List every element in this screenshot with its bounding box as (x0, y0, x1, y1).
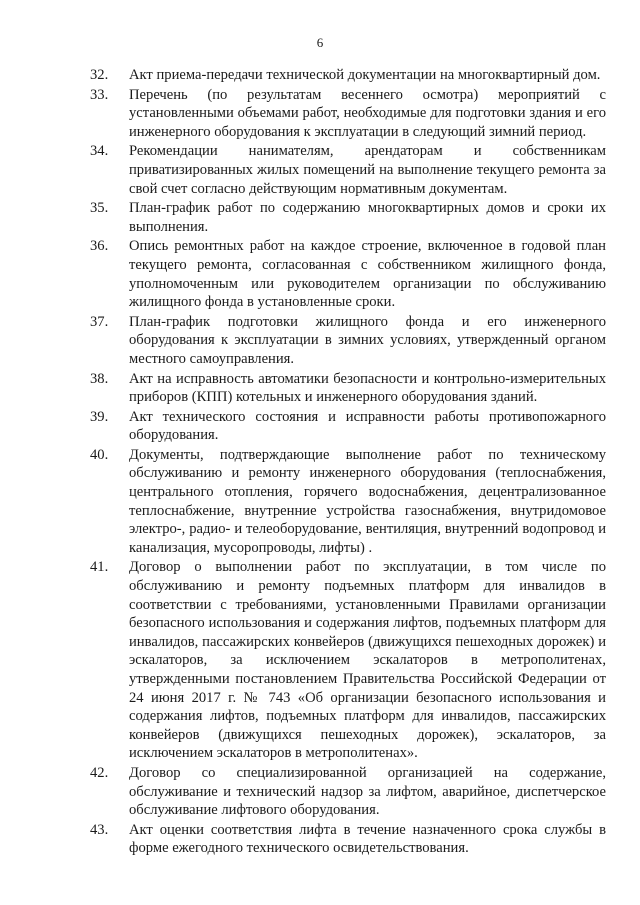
item-text: Акт на исправность автоматики безопасности и контрольно-измерительных приборов (КПП) котельных и инженерного оборудования зданий. (129, 370, 606, 406)
item-number: 38. (90, 370, 109, 387)
list-item (80, 764, 606, 820)
item-number: 35. (90, 200, 109, 217)
item-number: 34. (90, 143, 109, 160)
item-number: 37. (90, 313, 109, 330)
document-list (80, 66, 606, 859)
list-item (80, 142, 606, 198)
list-item (80, 821, 606, 858)
item-text: Договор со специализированной организацией на содержание, обслуживание и технический надзор за лифтом, аварийное, диспетчерское обслуживание лифтового оборудования. (129, 764, 606, 819)
item-text: Документы, подтверждающие выполнение работ по техническому обслуживанию и ремонту инженерного оборудования (теплоснабжения, центрального отопления, горячего водоснабжения, децентрализованное теплоснабжение, внутренние устройства газоснабжения, внутридомовое электро-, радио- и телеоборудование, вентиляция, внутренний водопровод и канализация, мусоропроводы, лифты) . (129, 446, 606, 556)
list-item (80, 199, 606, 236)
list-item (80, 370, 606, 407)
item-number: 42. (90, 764, 109, 781)
item-text: План-график подготовки жилищного фонда и его инженерного оборудования к эксплуатации в зимних условиях, утвержденный органом местного самоуправления. (129, 313, 606, 367)
item-text: Перечень (по результатам весеннего осмотра) мероприятий с установленными объемами работ, необходимые для подготовки здания и его инженерного оборудования к эксплуатации в следующий зимний период. (129, 86, 606, 140)
item-text: Рекомендации нанимателям, арендаторам и собственникам приватизированных жилых помещений на выполнение текущего ремонта за свой счет согласно действующим нормативным документам. (129, 143, 606, 197)
list-item (80, 237, 606, 311)
item-text: План-график работ по содержанию многоквартирных домов и сроки их выполнения. (129, 200, 606, 235)
list-item (80, 446, 606, 558)
item-number: 36. (90, 238, 109, 255)
item-text: Акт технического состояния и исправности работы противопожарного оборудования. (129, 408, 606, 444)
item-text: Акт оценки соответствия лифта в течение назначенного срока службы в форме ежегодного технического освидетельствования. (129, 821, 606, 857)
list-item (80, 313, 606, 369)
item-number: 39. (90, 408, 109, 425)
list-item (80, 558, 606, 763)
item-text: Договор о выполнении работ по эксплуатации, в том числе по обслуживанию и ремонту подъемных платформ для инвалидов в соответствии с требованиями, установленными Правилами организации безопасного использования и содержания лифтов, подъемных платформ для инвалидов, пассажирских конвейеров (движущихся пешеходных дорожек) и эскалаторов, за исключением эскалаторов в метрополитенах, утвержденными постановлением Правительства Российской Федерации от 24 июня 2017 г. № 743 «Об организации безопасного использования и содержания лифтов, подъемных платформ для инвалидов, пассажирских конвейеров (движущихся пешеходных дорожек), эскалаторов, за исключением эскалаторов в метрополитенах». (129, 559, 606, 762)
list-item (80, 66, 606, 85)
page-number: 6 (316, 35, 324, 50)
item-number: 32. (90, 67, 109, 83)
item-text: Опись ремонтных работ на каждое строение, включенное в годовой план текущего ремонта, согласованная с собственником жилищного фонда, уполномоченным или руководителем организации по обслуживанию жилищного фонда в установленные сроки. (129, 238, 606, 311)
list-item (80, 86, 606, 142)
item-text: Акт приема-передачи технической документации на многоквартирный дом. (129, 67, 601, 83)
item-number: 40. (90, 446, 109, 463)
item-number: 43. (90, 821, 109, 838)
item-number: 33. (90, 86, 109, 103)
list-item (80, 408, 606, 445)
item-number: 41. (90, 559, 109, 576)
